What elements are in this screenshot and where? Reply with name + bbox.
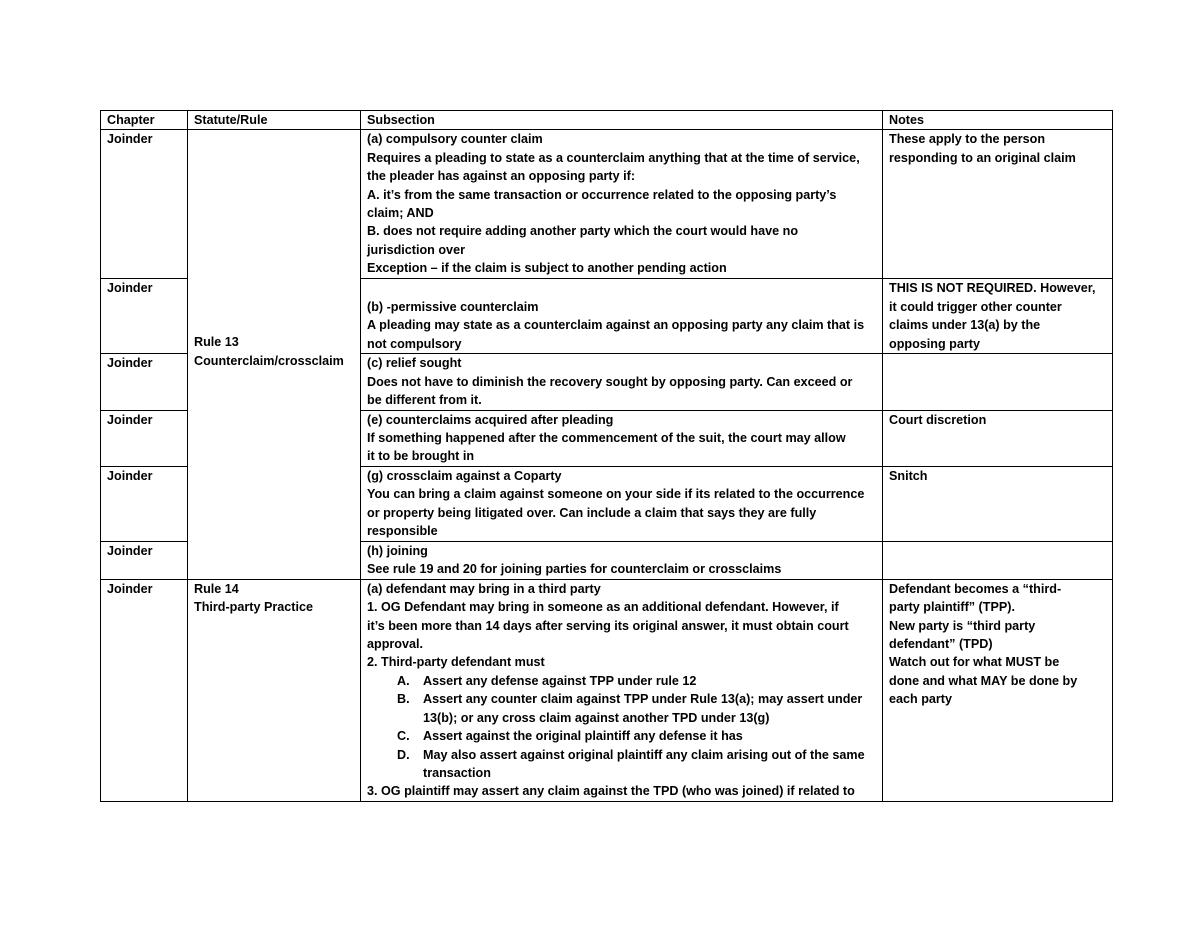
sub-line: (g) crossclaim against a Coparty (367, 468, 562, 483)
notes-cell (883, 410, 1113, 466)
chapter-cell: Joinder (101, 354, 188, 410)
sub-line: 1. OG Defendant may bring in someone as an additional defendant. However, if (367, 600, 839, 615)
note-line: party plaintiff” (TPP). (889, 600, 1015, 615)
sub-line: approval. (367, 637, 423, 652)
list-item (367, 746, 876, 764)
list-item (367, 727, 876, 745)
header-subsection: Subsection (361, 111, 883, 130)
sub-line: (c) relief sought (367, 356, 462, 371)
notes-cell (883, 466, 1113, 541)
sub-line: (h) joining (367, 543, 428, 558)
sub-line: or property being litigated over. Can include a claim that says they are fully (367, 505, 817, 520)
chapter-cell: Joinder (101, 541, 188, 579)
note-line: done and what MAY be done by (889, 673, 1078, 688)
note-line: New party is “third party (889, 618, 1036, 633)
note-line: responding to an original claim (889, 150, 1076, 165)
sub-line: (a) defendant may bring in a third party (367, 581, 601, 596)
header-row (101, 111, 1113, 130)
subsection-cell (361, 279, 883, 354)
subsection-cell (361, 541, 883, 579)
sub-line: be different from it. (367, 393, 482, 408)
list-item (367, 672, 876, 690)
table-row (101, 130, 1113, 279)
sub-line: A. it’s from the same transaction or occurrence related to the opposing party’s (367, 187, 837, 202)
rule13-number: Rule 13 (194, 335, 239, 350)
sub-line: Does not have to diminish the recovery sought by opposing party. Can exceed or (367, 374, 853, 389)
note-line: each party (889, 692, 952, 707)
sub-line: it to be brought in (367, 449, 475, 464)
list-text: May also assert against original plaintiff any claim arising out of the same (423, 747, 865, 762)
list-letter: B. (397, 692, 410, 707)
rule13-title: Counterclaim/crossclaim (194, 353, 344, 368)
list-continuation: transaction (423, 765, 491, 780)
chapter-cell: Joinder (101, 410, 188, 466)
sub-line: B. does not require adding another party which the court would have no (367, 224, 799, 239)
note-line: opposing party (889, 336, 980, 351)
chapter-cell: Joinder (101, 130, 188, 279)
rule14-title: Third-party Practice (194, 600, 313, 615)
list-letter: C. (397, 729, 410, 744)
chapter-cell: Joinder (101, 466, 188, 541)
note-line: These apply to the person (889, 132, 1046, 147)
list-letter: D. (397, 747, 410, 762)
rule13-cell (188, 130, 361, 579)
chapter-cell: Joinder (101, 279, 188, 354)
sub-line: You can bring a claim against someone on your side if its related to the occurrence (367, 487, 865, 502)
sub-line: jurisdiction over (367, 242, 465, 257)
notes-cell (883, 579, 1113, 801)
list-text: Assert any counter claim against TPP under Rule 13(a); may assert under (423, 692, 863, 707)
subsection-cell (361, 410, 883, 466)
list-item (367, 690, 876, 708)
note-line: Defendant becomes a “third- (889, 581, 1062, 596)
sub-line: the pleader has against an opposing party if: (367, 169, 636, 184)
note-line: claims under 13(a) by the (889, 318, 1041, 333)
list-text: Assert any defense against TPP under rule 12 (423, 673, 697, 688)
sub-line: 2. Third-party defendant must (367, 655, 545, 670)
sub-line: (a) compulsory counter claim (367, 132, 543, 147)
sub-line: not compulsory (367, 336, 462, 351)
list-text: Assert against the original plaintiff any defense it has (423, 729, 743, 744)
sub-line: If something happened after the commencement of the suit, the court may allow (367, 431, 846, 446)
header-notes: Notes (883, 111, 1113, 130)
table-row (101, 579, 1113, 801)
sub-line: (b) -permissive counterclaim (367, 299, 539, 314)
sub-line: 3. OG plaintiff may assert any claim against the TPD (who was joined) if related to (367, 784, 855, 799)
notes-cell (883, 354, 1113, 410)
subsection-cell (361, 466, 883, 541)
note-line: defendant” (TPD) (889, 637, 993, 652)
rule14-cell (188, 579, 361, 801)
sub-line: A pleading may state as a counterclaim against an opposing party any claim that is (367, 318, 865, 333)
notes-cell (883, 130, 1113, 279)
note-line: Watch out for what MUST be (889, 655, 1060, 670)
rules-table (100, 110, 1113, 802)
header-statute: Statute/Rule (188, 111, 361, 130)
list-letter: A. (397, 673, 410, 688)
notes-cell (883, 541, 1113, 579)
sub-line: See rule 19 and 20 for joining parties for counterclaim or crossclaims (367, 562, 782, 577)
note-line: it could trigger other counter (889, 299, 1062, 314)
notes-cell (883, 279, 1113, 354)
subsection-cell (361, 130, 883, 279)
note-line: Snitch (889, 468, 928, 483)
sub-line: responsible (367, 524, 438, 539)
chapter-cell: Joinder (101, 579, 188, 801)
sub-line: Exception – if the claim is subject to another pending action (367, 261, 727, 276)
header-chapter: Chapter (101, 111, 188, 130)
note-line: Court discretion (889, 412, 987, 427)
subsection-cell (361, 354, 883, 410)
sub-line: it’s been more than 14 days after serving its original answer, it must obtain court (367, 618, 849, 633)
note-line: THIS IS NOT REQUIRED. However, (889, 281, 1096, 296)
sub-line: claim; AND (367, 206, 434, 221)
rule14-number: Rule 14 (194, 581, 239, 596)
sub-line: Requires a pleading to state as a counterclaim anything that at the time of service, (367, 150, 860, 165)
subsection-cell (361, 579, 883, 801)
sub-line: (e) counterclaims acquired after pleading (367, 412, 614, 427)
list-continuation: 13(b); or any cross claim against another TPD under 13(g) (423, 710, 770, 725)
